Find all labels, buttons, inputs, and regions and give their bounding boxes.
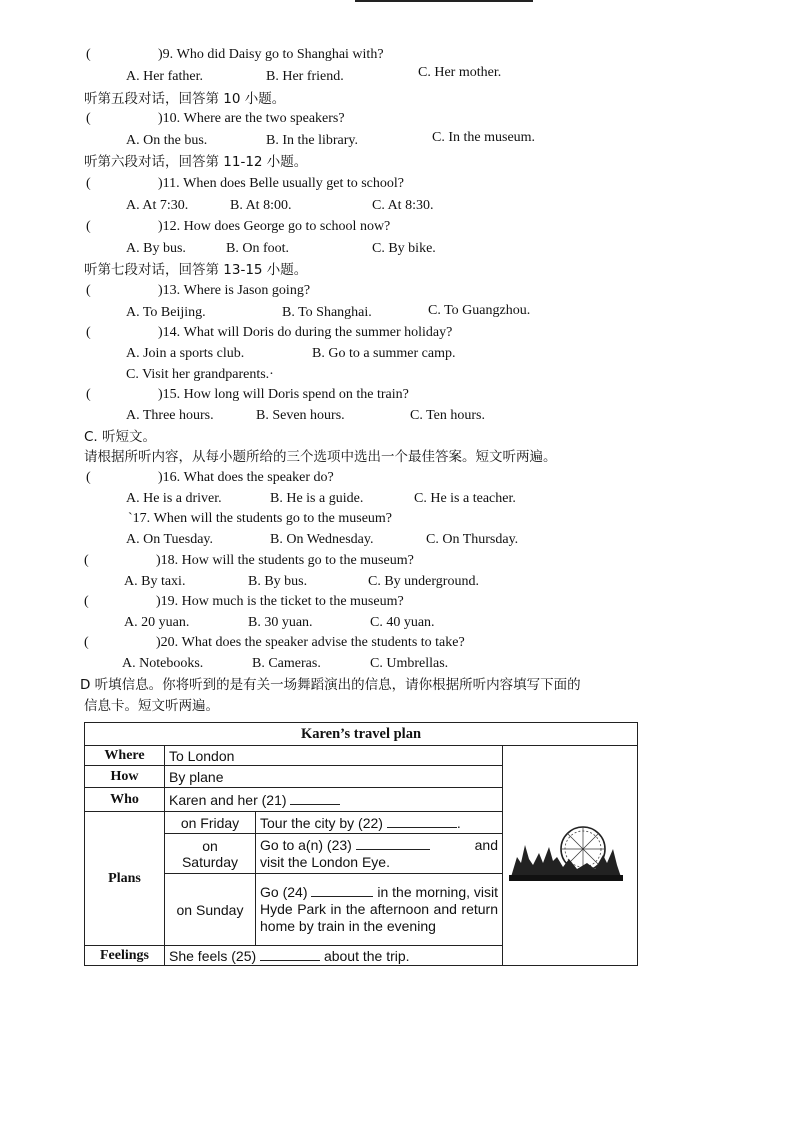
option-c: C. Umbrellas. (370, 656, 449, 671)
option-b: B. At 8:00. (230, 198, 292, 213)
answer-paren: ( (86, 387, 91, 402)
option-c: C. Visit her grandparents.· (126, 367, 274, 382)
paren-close: ) (156, 635, 161, 650)
question-text: How much is the ticket to the museum? (181, 594, 404, 609)
option-a: A. By bus. (126, 241, 186, 256)
question-15: ( ) 15 . How long will Doris spend on the train? (86, 387, 409, 402)
question-number: 16 (162, 470, 177, 485)
question-9: ( ) 9 . Who did Daisy go to Shanghai with? (86, 47, 384, 62)
section-6-instruction: 听第六段对话，回答第 11-12 小题。 (84, 154, 308, 170)
option-a: A. To Beijing. (126, 305, 206, 320)
question-14: ( ) 14 . What will Doris do during the summer holiday? (86, 325, 453, 340)
option-a: A. On Tuesday. (126, 532, 213, 547)
table-title: Karen’s travel plan (85, 723, 638, 746)
question-18: ( ) 18 . How will the students go to the museum? (84, 553, 414, 568)
option-c: C. By bike. (372, 241, 436, 256)
paren-close: ) (156, 594, 161, 609)
answer-paren: ( (84, 553, 89, 568)
answer-paren: ( (84, 635, 89, 650)
option-c: C. Ten hours. (410, 408, 485, 423)
sunday-label: on Sunday (165, 874, 256, 946)
how-label: How (85, 766, 165, 788)
answer-paren: ( (84, 594, 89, 609)
option-b: B. Cameras. (252, 656, 321, 671)
option-b: B. Go to a summer camp. (312, 346, 456, 361)
paren-close: ) (158, 283, 163, 298)
option-b: B. To Shanghai. (282, 305, 372, 320)
option-a: A. 20 yuan. (124, 615, 190, 630)
paren-close: ) (158, 219, 163, 234)
question-20: ( ) 20 . What does the speaker advise the students to take? (84, 635, 465, 650)
question-number: 13 (162, 283, 177, 298)
option-a: A. Join a sports club. (126, 346, 245, 361)
paren-close: ) (158, 47, 163, 62)
who-value: Karen and her (21) (165, 788, 503, 812)
answer-paren: ( (86, 470, 91, 485)
feelings-value: She feels (25) about the trip. (165, 946, 503, 966)
question-text: When does Belle usually get to school? (183, 176, 404, 191)
question-19: ( ) 19 . How much is the ticket to the museum? (84, 594, 404, 609)
london-eye-icon (507, 819, 625, 889)
friday-value: Tour the city by (22) . (256, 812, 503, 834)
option-b: B. He is a guide. (270, 491, 364, 506)
where-value: To London (165, 746, 503, 766)
option-b: B. On foot. (226, 241, 289, 256)
plans-label: Plans (85, 812, 165, 946)
option-a: A. Three hours. (126, 408, 214, 423)
question-number: 14 (162, 325, 177, 340)
option-b: B. By bus. (248, 574, 308, 589)
option-c: C. At 8:30. (372, 198, 434, 213)
section-5-instruction: 听第五段对话，回答第 10 小题。 (84, 91, 286, 107)
question-10: ( ) 10 . Where are the two speakers? (86, 111, 345, 126)
feelings-label: Feelings (85, 946, 165, 966)
paren-close: ) (156, 553, 161, 568)
answer-paren: ( (86, 325, 91, 340)
option-c: C. By underground. (368, 574, 479, 589)
question-text: Who did Daisy go to Shanghai with? (176, 47, 384, 62)
answer-paren: ( (86, 111, 91, 126)
saturday-value: Go to a(n) (23) and visit the London Eye. (256, 834, 503, 874)
question-number: 12 (162, 219, 177, 234)
saturday-label: on Saturday (165, 834, 256, 874)
question-text: What does the speaker do? (183, 470, 334, 485)
option-c: C. He is a teacher. (414, 491, 516, 506)
question-number: 9 (162, 47, 170, 62)
section-c-instruction: 请根据所听内容，从每小题所给的三个选项中选出一个最佳答案。短文听两遍。 (84, 449, 557, 465)
question-number: 11 (162, 176, 177, 191)
answer-paren: ( (86, 176, 91, 191)
section-d-line-1: D 听填信息。你将听到的是有关一场舞蹈演出的信息，请你根据所听内容填写下面的 (80, 677, 581, 693)
paren-close: ) (158, 176, 163, 191)
how-value: By plane (165, 766, 503, 788)
section-7-instruction: 听第七段对话，回答第 13-15 小题。 (84, 262, 308, 278)
question-text: When will the students go to the museum? (153, 511, 393, 526)
question-text: What will Doris do during the summer holiday? (183, 325, 453, 340)
answer-blank-21[interactable] (290, 804, 340, 805)
sunday-value: Go (24) in the morning, visit Hyde Park in the afternoon and return home by train in the evening (256, 874, 503, 946)
answer-blank-23[interactable] (356, 849, 430, 850)
travel-plan-table (84, 722, 638, 966)
option-c: C. To Guangzhou. (428, 303, 531, 318)
option-b: B. On Wednesday. (270, 532, 374, 547)
answer-paren: ( (86, 283, 91, 298)
question-16: ( ) 16 . What does the speaker do? (86, 470, 334, 485)
who-label: Who (85, 788, 165, 812)
question-text: Where is Jason going? (183, 283, 311, 298)
question-text: How long will Doris spend on the train? (183, 387, 409, 402)
where-label: Where (85, 746, 165, 766)
answer-blank-24[interactable] (311, 896, 373, 897)
answer-blank-22[interactable] (387, 827, 457, 828)
option-a: A. On the bus. (126, 133, 208, 148)
option-c: C. 40 yuan. (370, 615, 435, 630)
paren-close: ) (158, 470, 163, 485)
option-b: B. Seven hours. (256, 408, 345, 423)
option-a: A. At 7:30. (126, 198, 189, 213)
paren-close: ) (158, 387, 163, 402)
question-12: ( ) 12 . How does George go to school now? (86, 219, 391, 234)
answer-blank-25[interactable] (260, 960, 320, 961)
question-number: 19 (160, 594, 175, 609)
question-number: 15 (162, 387, 177, 402)
option-a: A. By taxi. (124, 574, 186, 589)
question-text: How does George go to school now? (183, 219, 391, 234)
option-c: C. In the museum. (432, 130, 536, 145)
london-skyline-image (503, 746, 638, 966)
section-c-title: C. 听短文。 (84, 429, 157, 445)
question-number: 18 (160, 553, 175, 568)
option-b: B. 30 yuan. (248, 615, 313, 630)
question-11: ( ) 11 . When does Belle usually get to school? (86, 176, 404, 191)
option-b: B. In the library. (266, 133, 359, 148)
option-a: A. Her father. (126, 69, 203, 84)
answer-paren: ( (86, 219, 91, 234)
question-number: `17. (128, 511, 151, 526)
friday-label: on Friday (165, 812, 256, 834)
option-c: C. Her mother. (418, 65, 502, 80)
question-17 (128, 510, 392, 528)
option-a: A. He is a driver. (126, 491, 222, 506)
question-text: How will the students go to the museum? (181, 553, 414, 568)
question-number: 20 (160, 635, 175, 650)
question-text: What does the speaker advise the students to take? (181, 635, 465, 650)
question-13: ( ) 13 . Where is Jason going? (86, 283, 311, 298)
question-number: 10 (162, 111, 177, 126)
paren-close: ) (158, 111, 163, 126)
paren-close: ) (158, 325, 163, 340)
question-text: Where are the two speakers? (183, 111, 345, 126)
option-c: C. On Thursday. (426, 532, 519, 547)
option-a: A. Notebooks. (122, 656, 204, 671)
top-rule (355, 0, 533, 2)
option-b: B. Her friend. (266, 69, 344, 84)
answer-paren: ( (86, 47, 91, 62)
section-d-line-2: 信息卡。短文听两遍。 (84, 698, 219, 714)
